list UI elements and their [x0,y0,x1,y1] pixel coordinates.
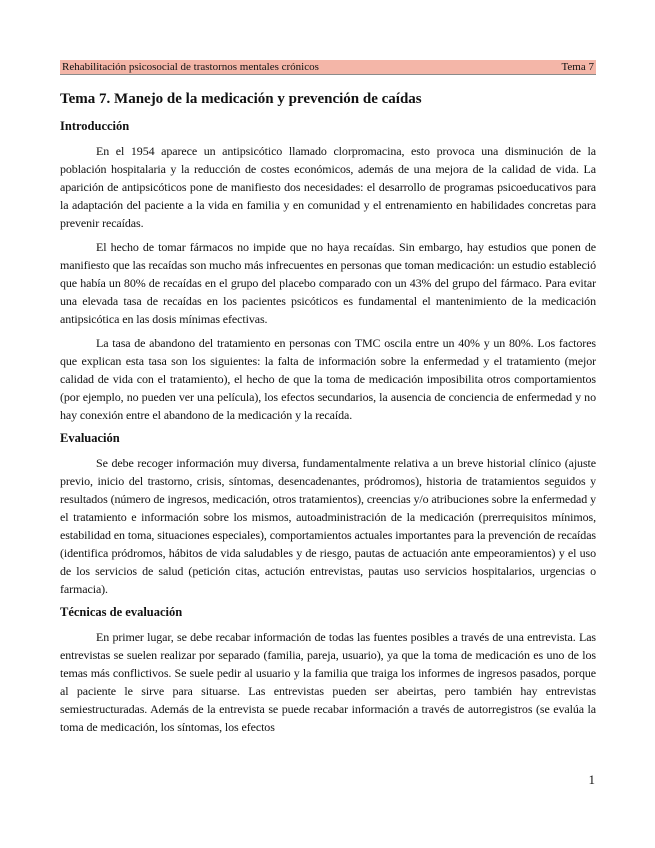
section-heading-techniques: Técnicas de evaluación [60,605,183,619]
document-title: Tema 7. Manejo de la medicación y prevención de caídas [60,91,422,107]
header-course-title: Rehabilitación psicosocial de trastornos mentales crónicos [62,61,319,73]
page-number: 1 [588,772,595,787]
page-content [60,90,596,742]
section-heading-evaluation: Evaluación [60,431,120,445]
techniques-paragraph-1: En primer lugar, se debe recabar información de todas las fuentes posibles a través de una entrevista. Las entrevistas se suelen realizar por separado (familia, pareja, usuario), ya que la toma de medicación es uno de los temas más conflictivos. Se suele pedir al usuario y la familia que traiga los informes de ingresos pasados, porque al paciente le sirve para situarse. Las entrevistas pueden ser abeirtas, pero también hay entrevistas semiestructuradas. Además de la entrevista se puede recabar información a través de autorregistros (se evalúa la toma de medicación, los síntomas, los efectos [60,630,596,734]
intro-paragraph-2: El hecho de tomar fármacos no impide que no haya recaídas. Sin embargo, hay estudios que ponen de manifiesto que las recaídas son mucho más infrecuentes en personas que toman medicación: un estudio estableció que había un 80% de recaídas en el grupo del placebo comparado con un 43% del grupo del fármaco. Para evitar una elevada tasa de recaídas en los pacientes psicóticos es fundamental el mantenimiento de la medicación antipsicótica en las dosis mínimas efectivas. [60,240,596,326]
evaluation-paragraph-1: Se debe recoger información muy diversa, fundamentalmente relativa a un breve historial clínico (ajuste previo, inicio del trastorno, crisis, síntomas, desencadenantes, pródromos), historia de tratamientos seguidos y resultados (número de ingresos, medicación, otros tratamientos), creencias y/o atribuciones sobre la enfermedad y el tratamiento e información sobre los mismos, autoadministración de la medicación (prerrequisitos mínimos, estabilidad en toma, situaciones especiales), comportamientos actuales importantes para la prevención de recaídas (identifica pródromos, hábitos de vida saludables y de riesgo, pautas de actuación ante empeoramientos) y el uso de los servicios de salud (petición citas, actución entrevistas, pautas uso servicios hospitalarios, urgencias o farmacia). [60,456,596,596]
intro-paragraph-1: En el 1954 aparece un antipsicótico llamado clorpromacina, esto provoca una disminución de la población hospitalaria y la reducción de costes económicos, además de una mejora de la calidad de vida. La aparición de antipsicóticos pone de manifiesto dos necesidades: el desarrollo de programas psicoeducativos para la adaptación del paciente a la vida en familia y en comunidad y el entrenamiento en habilidades concretas para prevenir recaídas. [60,144,596,230]
intro-paragraph-3: La tasa de abandono del tratamiento en personas con TMC oscila entre un 40% y un 80%. Los factores que explican esta tasa son los siguientes: la falta de información sobre la enfermedad y el tratamiento (mejor calidad de vida con el tratamiento), el hecho de que la toma de medicación imposibilita otros comportamientos (por ejemplo, no pueden ver una película), los efectos secundarios, la ausencia de conciencia de enfermedad y no hay conexión entre el abandono de la medicación y la recaída. [60,336,596,422]
header-topic: Tema 7 [561,61,594,73]
running-header [60,60,596,75]
section-heading-intro: Introducción [60,119,130,133]
